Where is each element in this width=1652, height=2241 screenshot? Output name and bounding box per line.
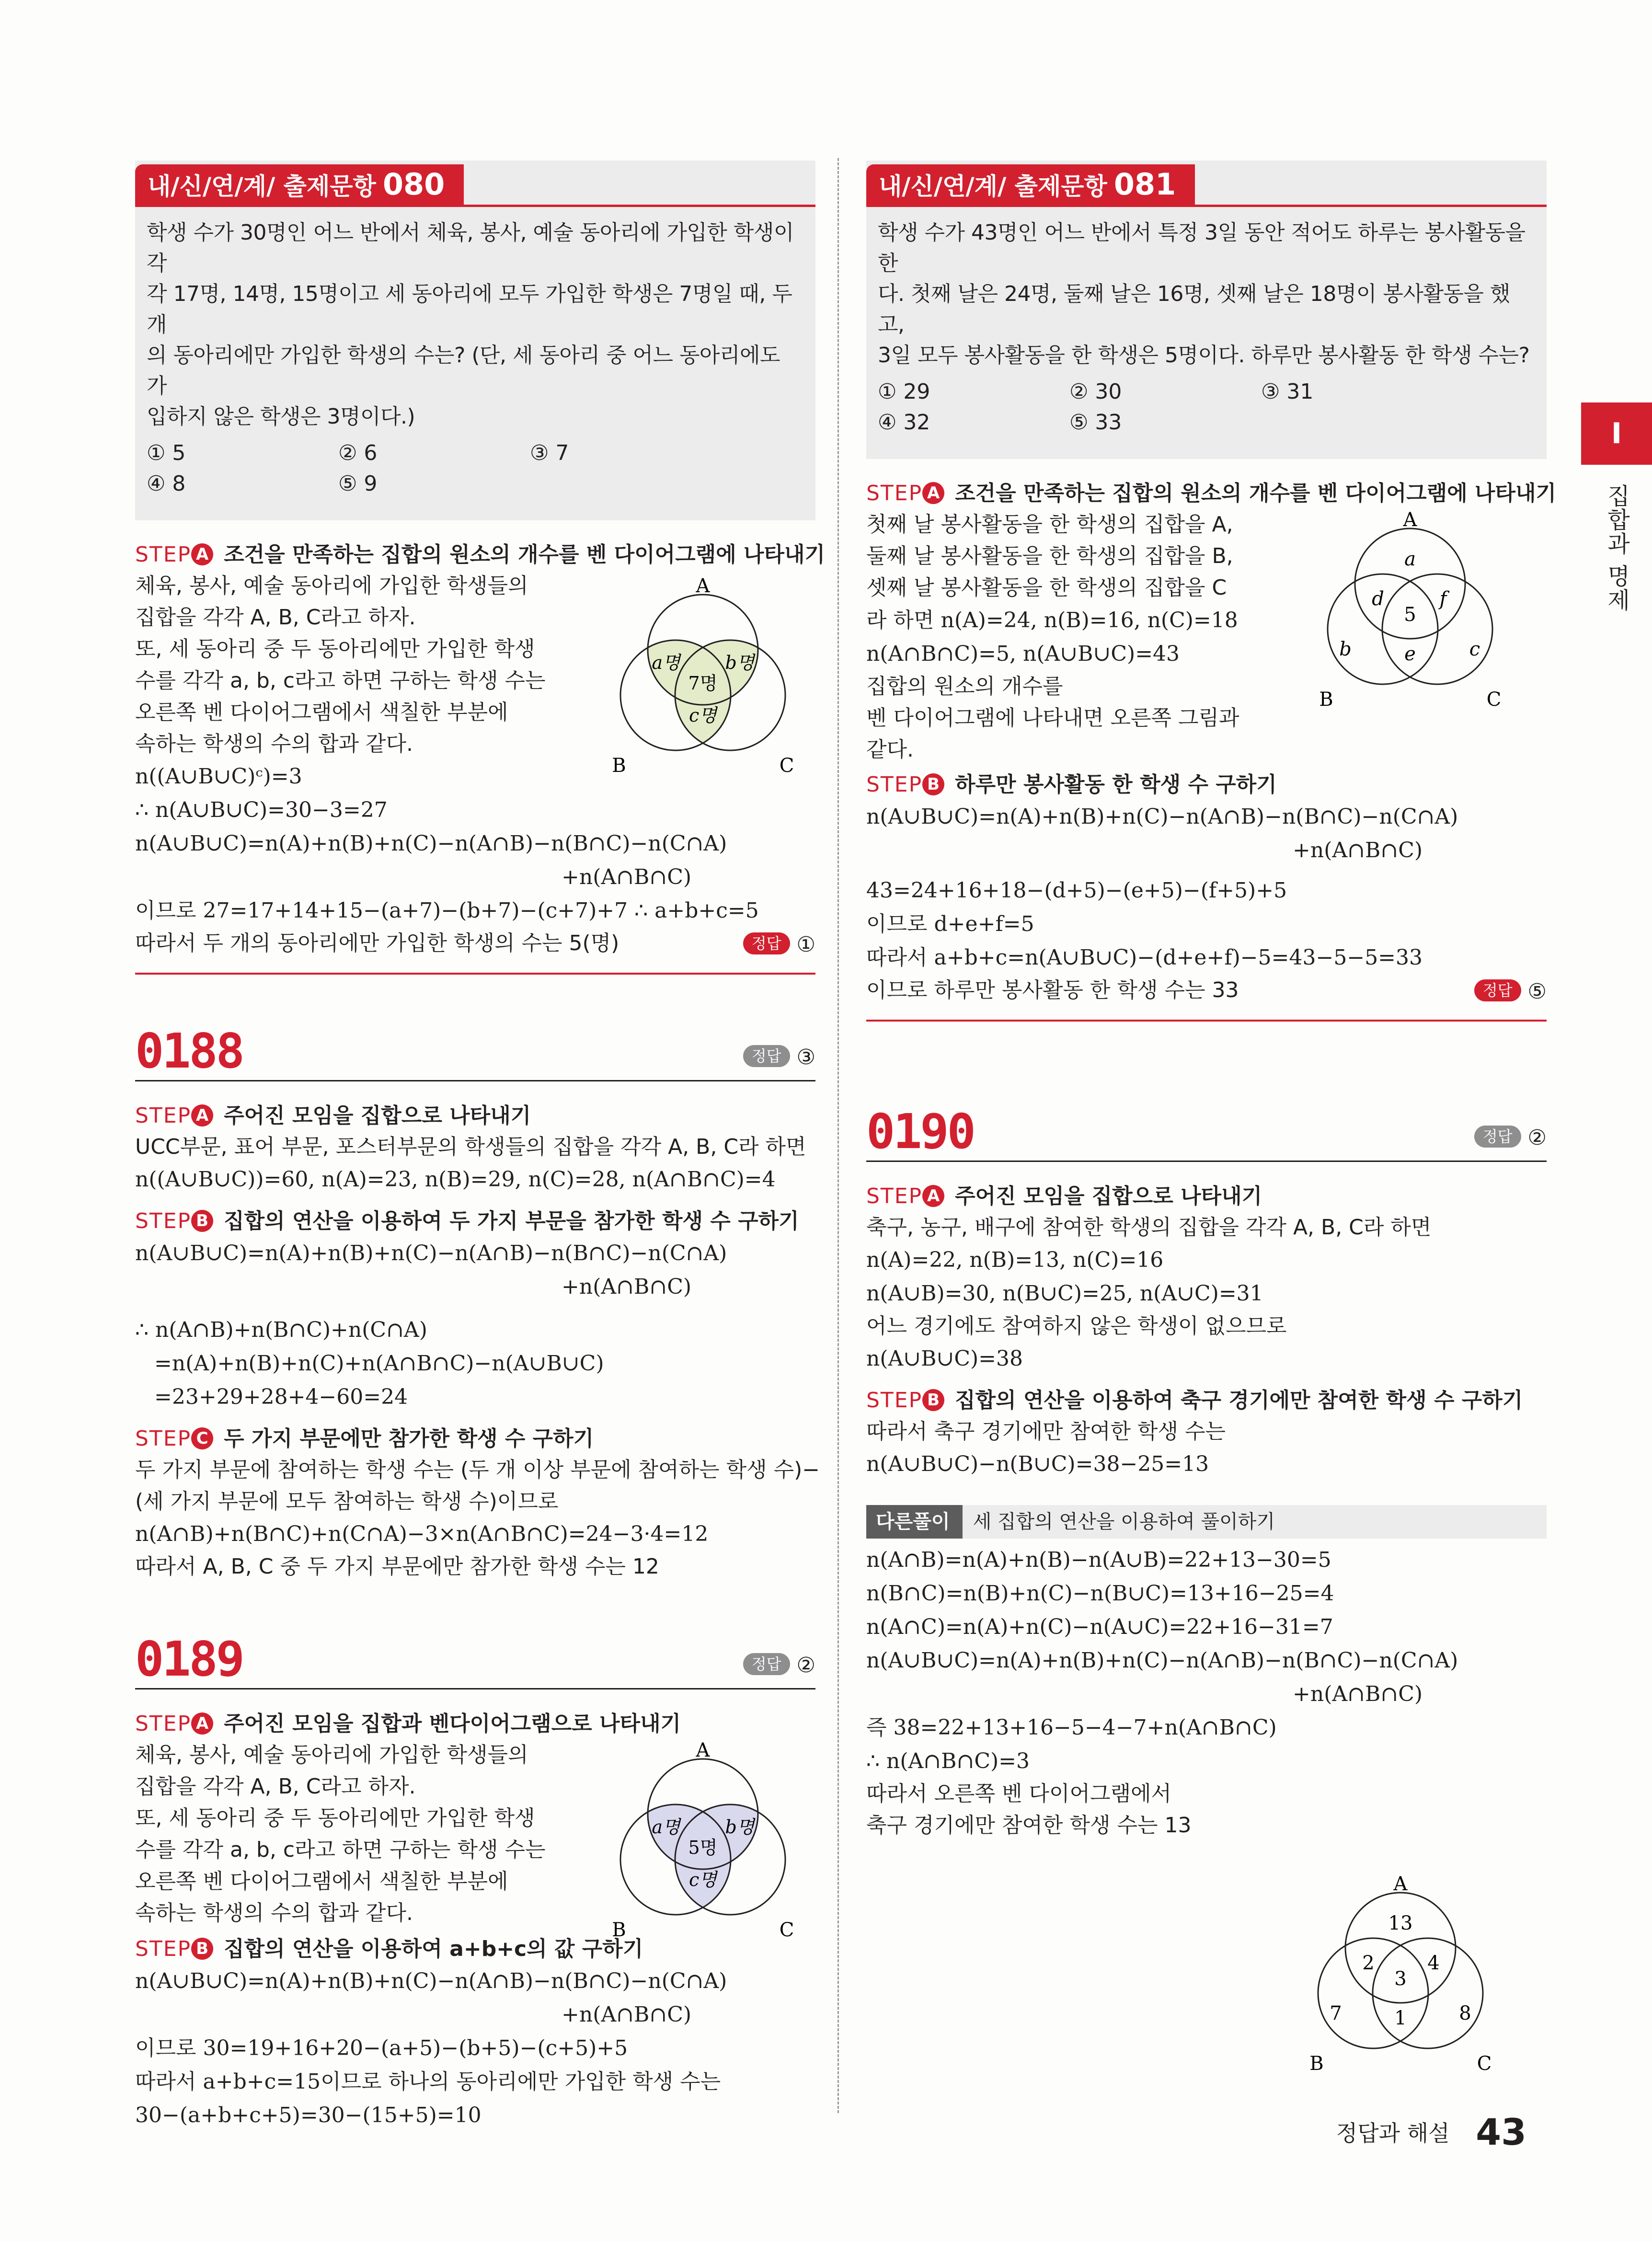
step-b-heading [135, 1206, 815, 1237]
math-line: n(A)=22, n(B)=13, n(C)=16 [866, 1248, 1164, 1272]
region-center: 5명 [688, 1837, 718, 1858]
answer-row [135, 928, 815, 959]
step-title: 주어진 모임을 집합과 벤다이어그램으로 나타내기 [224, 1712, 681, 1736]
problem-text-line: 학생 수가 43명인 어느 반에서 특정 3일 동안 적어도 하루는 봉사활동을 한 [878, 220, 1526, 276]
math-line: 라 하면 n(A)=24, n(B)=16, n(C)=18 [866, 608, 1238, 632]
problem-tag-label: 내/신/연/계/ 출제문항 [148, 172, 376, 200]
region-ca: c명 [689, 705, 717, 726]
alternate-solution-tag: 다른풀이 [866, 1505, 963, 1539]
step-label: STEP [135, 1712, 192, 1736]
step-label: STEP [866, 1388, 923, 1413]
conclusion-line: 따라서 A, B, C 중 두 가지 부문에만 참가한 학생 수는 12 [135, 1554, 659, 1579]
region-center: 5 [1404, 604, 1416, 626]
step-letter: A [191, 1712, 213, 1735]
set-label-a: A [696, 1742, 710, 1761]
answer-value: ③ [796, 1045, 815, 1069]
step-title: 주어진 모임을 집합으로 나타내기 [224, 1103, 531, 1128]
math-line: n((A∪B∪C)ᶜ)=3 [135, 764, 302, 789]
solution-0190 [866, 1181, 1547, 2075]
step-a-heading [135, 1101, 815, 1131]
set-label-c: C [779, 755, 794, 777]
text-line: 어느 경기에도 참여하지 않은 학생이 없으므로 [866, 1314, 1287, 1338]
chapter-tab: I [1581, 402, 1652, 465]
text-line: UCC부문, 표어 부문, 포스터부문의 학생들의 집합을 각각 A, B, C라 하면 [135, 1135, 806, 1159]
answer-badge: 정답 [743, 1653, 790, 1675]
region-center: 7명 [688, 673, 718, 694]
region-ac: 4 [1427, 1952, 1440, 1974]
math-line: +n(A∩B∩C) [1293, 1682, 1423, 1706]
answer-mark [1474, 1126, 1547, 1150]
math-line: ∴ n(A∩B)+n(B∩C)+n(C∩A) [135, 1318, 427, 1342]
math-line: n(A∪B)=30, n(B∪C)=25, n(A∪C)=31 [866, 1281, 1263, 1306]
step-label: STEP [866, 772, 923, 797]
left-column [135, 161, 825, 2132]
problem-text-line: 입하지 않은 학생은 3명이다.) [147, 404, 415, 429]
math-line: +n(A∩B∩C) [1293, 838, 1423, 862]
math-line: 이므로 27=17+14+15−(a+7)−(b+7)−(c+7)+7 ∴ a+b+c=5 [135, 898, 759, 923]
right-column [866, 161, 1556, 2075]
region-f: f [1439, 588, 1447, 610]
math-line: 30−(a+b+c+5)=30−(15+5)=10 [135, 2103, 482, 2127]
math-line: +n(A∩B∩C) [562, 1275, 692, 1299]
step-title: 집합의 연산을 이용하여 a+b+c의 값 구하기 [224, 1937, 643, 1961]
problem-080-choices [135, 432, 815, 499]
answer-value: ① [796, 932, 815, 957]
set-label-c: C [1486, 689, 1502, 711]
text-line: 첫째 날 봉사활동을 한 학생의 집합을 A, [866, 512, 1233, 537]
choice: ③ 7 [530, 441, 569, 465]
conclusion-line: 이므로 하루만 봉사활동 한 학생 수는 33 [866, 978, 1239, 1002]
section-number: 0190 [866, 1103, 974, 1160]
answer-badge: 정답 [1474, 979, 1521, 1001]
math-line: 이므로 30=19+16+20−(a+5)−(b+5)−(c+5)+5 [135, 2036, 628, 2060]
text-line: 같다. [866, 737, 914, 762]
section-0190-header [866, 1093, 1547, 1162]
text-line: 속하는 학생의 수의 합과 같다. [135, 1901, 413, 1925]
math-line: ∴ n(A∩B∩C)=3 [866, 1749, 1030, 1773]
problem-081-tag [866, 164, 1195, 205]
solution-081 [866, 478, 1556, 1022]
text-line: 축구, 농구, 배구에 참여한 학생의 집합을 각각 A, B, C라 하면 [866, 1215, 1432, 1240]
answer-value: ② [1527, 1126, 1547, 1150]
set-label-c: C [1477, 2053, 1492, 2075]
math-line: n(A∪B∪C)=n(A)+n(B)+n(C)−n(A∩B)−n(B∩C)−n(C∩A) [135, 1969, 727, 1993]
set-label-b: B [612, 1919, 626, 1941]
answer-mark [743, 1045, 815, 1069]
problem-080-box [135, 161, 815, 520]
problem-080-text [135, 207, 815, 432]
text-line: 체육, 봉사, 예술 동아리에 가입한 학생들의 [135, 1743, 528, 1767]
text-line: 속하는 학생의 수의 합과 같다. [135, 732, 413, 756]
text-line: 따라서 오른쪽 벤 다이어그램에서 [866, 1781, 1172, 1806]
math-line: +n(A∩B∩C) [562, 865, 692, 889]
step-label: STEP [135, 1937, 192, 1961]
text-line: 오른쪽 벤 다이어그램에서 색칠한 부분에 [135, 700, 508, 724]
section-0188-header [135, 1013, 815, 1081]
region-bc: 1 [1394, 2007, 1407, 2029]
problem-text-line: 학생 수가 30명인 어느 반에서 체육, 봉사, 예술 동아리에 가입한 학생이 각 [147, 220, 794, 276]
alternate-solution-desc: 세 집합의 연산을 이용하여 풀이하기 [973, 1511, 1275, 1533]
step-letter: B [922, 773, 944, 795]
set-label-b: B [1319, 689, 1333, 711]
answer-mark [1474, 979, 1547, 1004]
choice: ⑤ 9 [338, 471, 378, 496]
math-line: 따라서 a+b+c=n(A∪B∪C)−(d+e+f)−5=43−5−5=33 [866, 945, 1423, 970]
step-letter: B [922, 1389, 944, 1411]
set-label-a: A [1403, 512, 1417, 531]
problem-081-text [866, 207, 1547, 371]
step-b-heading [866, 770, 1547, 800]
math-line: n(A∪B∪C)=n(A)+n(B)+n(C)−n(A∩B)−n(B∩C)−n(C∩A) [866, 1648, 1458, 1673]
math-line: n(A∪B∪C)=n(A)+n(B)+n(C)−n(A∩B)−n(B∩C)−n(C∩A) [135, 1241, 727, 1265]
step-a-heading [135, 1709, 815, 1739]
text-line: 집합의 원소의 개수를 [866, 674, 1063, 699]
choice: ④ 32 [878, 410, 930, 435]
math-line: n(A∩C)=n(A)+n(C)−n(A∪C)=22+16−31=7 [866, 1615, 1333, 1639]
text-line: 따라서 축구 경기에만 참여한 학생 수는 [866, 1419, 1226, 1444]
step-title: 하루만 봉사활동 한 학생 수 구하기 [955, 772, 1277, 797]
math-line: 43=24+16+18−(d+5)−(e+5)−(f+5)+5 [866, 878, 1287, 903]
conclusion-line: 따라서 두 개의 동아리에만 가입한 학생의 수는 5(명) [135, 931, 620, 955]
step-a-heading [866, 1181, 1547, 1212]
section-number: 0189 [135, 1631, 243, 1687]
choice: ④ 8 [147, 471, 186, 496]
math-line: ∴ n(A∪B∪C)=30−3=27 [135, 798, 388, 822]
region-a: a [1404, 548, 1416, 570]
math-line: n(A∪B∪C)=n(A)+n(B)+n(C)−n(A∩B)−n(B∩C)−n(C∩A) [866, 804, 1458, 829]
venn-diagram-0189 [590, 1742, 815, 1943]
math-line: +n(A∩B∩C) [562, 2002, 692, 2027]
conclusion-line: 축구 경기에만 참여한 학생 수는 13 [866, 1813, 1192, 1838]
region-only-b: 7 [1330, 2002, 1342, 2024]
choice: ① 29 [878, 379, 930, 404]
problem-text-line: 다. 첫째 날은 24명, 둘째 날은 16명, 셋째 날은 18명이 봉사활동을 했고, [878, 282, 1510, 337]
region-only-c: 8 [1459, 2002, 1471, 2024]
set-label-c: C [779, 1919, 794, 1941]
set-label-b: B [612, 755, 626, 777]
problem-081-choices [866, 371, 1547, 438]
problem-number: 081 [1113, 167, 1176, 202]
math-line: 이므로 d+e+f=5 [866, 912, 1034, 936]
choice: ② 6 [338, 441, 378, 465]
math-line: n(B∩C)=n(B)+n(C)−n(B∪C)=13+16−25=4 [866, 1581, 1334, 1606]
math-line: n(A∪B∪C)=38 [866, 1346, 1023, 1371]
problem-080-header [135, 161, 815, 207]
answer-value: ⑤ [1527, 979, 1547, 1004]
section-divider [866, 1020, 1547, 1022]
page-footer [1336, 2111, 1526, 2153]
chapter-title: 집합과 명제 [1603, 484, 1630, 612]
text-line: 오른쪽 벤 다이어그램에서 색칠한 부분에 [135, 1869, 508, 1894]
text-line: 체육, 봉사, 예술 동아리에 가입한 학생들의 [135, 574, 528, 598]
text-line: 셋째 날 봉사활동을 한 학생의 집합을 C [866, 575, 1227, 600]
choice: ② 30 [1069, 379, 1122, 404]
text-line: 집합을 각각 A, B, C라고 하자. [135, 605, 416, 630]
choice: ③ 31 [1261, 379, 1314, 404]
set-label-a: A [696, 578, 710, 597]
step-title: 조건을 만족하는 집합의 원소의 개수를 벤 다이어그램에 나타내기 [955, 481, 1556, 506]
region-ab: a명 [652, 652, 680, 673]
page-number: 43 [1476, 2111, 1526, 2153]
math-line: =n(A)+n(B)+n(C)+n(A∩B∩C)−n(A∪B∪C) [154, 1351, 604, 1376]
step-title: 조건을 만족하는 집합의 원소의 개수를 벤 다이어그램에 나타내기 [224, 542, 825, 567]
text-line: 벤 다이어그램에 나타내면 오른쪽 그림과 [866, 706, 1239, 730]
region-center: 3 [1394, 1968, 1407, 1990]
column-divider [837, 158, 839, 2113]
answer-mark [743, 1653, 815, 1678]
problem-tag-label: 내/신/연/계/ 출제문항 [879, 172, 1107, 200]
venn-diagram-080 [590, 578, 815, 779]
answer-value: ② [796, 1653, 815, 1678]
step-label: STEP [866, 481, 923, 506]
set-label-b: B [1309, 2053, 1324, 2075]
section-divider [135, 973, 815, 975]
solution-080 [135, 540, 825, 975]
problem-number: 080 [382, 167, 445, 202]
math-line: 따라서 a+b+c=15이므로 하나의 동아리에만 가입한 학생 수는 [135, 2069, 721, 2094]
answer-mark [743, 932, 815, 957]
answer-row [866, 975, 1547, 1006]
text-line: 두 가지 부문에 참여하는 학생 수는 (두 개 이상 부문에 참여하는 학생 수)− [135, 1458, 820, 1482]
text-line: (세 가지 부문에 모두 참여하는 학생 수)이므로 [135, 1489, 559, 1514]
region-c: c [1469, 638, 1480, 660]
math-line: n(A∩B∩C)=5, n(A∪B∪C)=43 [866, 642, 1180, 666]
step-title: 집합의 연산을 이용하여 두 가지 부문을 참가한 학생 수 구하기 [224, 1209, 799, 1233]
step-label: STEP [135, 542, 192, 567]
step-title: 두 가지 부문에만 참가한 학생 수 구하기 [224, 1426, 594, 1451]
step-a-heading [866, 478, 1556, 509]
problem-080-tag [135, 164, 464, 205]
math-line: n(A∪B∪C)=n(A)+n(B)+n(C)−n(A∩B)−n(B∩C)−n(C∩A) [135, 831, 727, 856]
region-bc: b명 [725, 652, 755, 673]
footer-label: 정답과 해설 [1336, 2120, 1450, 2146]
text-line: 또, 세 동아리 중 두 동아리에만 가입한 학생 [135, 1806, 535, 1830]
step-letter: A [922, 1185, 944, 1207]
region-only-a: 13 [1388, 1912, 1413, 1934]
step-b-heading [866, 1385, 1547, 1416]
math-line: =23+29+28+4−60=24 [154, 1385, 408, 1409]
step-label: STEP [866, 1184, 923, 1208]
alternate-solution-bar [866, 1505, 1547, 1539]
solution-0188 [135, 1101, 820, 1583]
step-letter: A [922, 482, 944, 504]
set-label-a: A [1393, 1876, 1408, 1895]
step-title: 주어진 모임을 집합으로 나타내기 [955, 1184, 1262, 1208]
region-b: b [1339, 638, 1352, 660]
region-bc: b명 [725, 1816, 755, 1838]
solution-0189 [135, 1709, 815, 2132]
text-line: 또, 세 동아리 중 두 동아리에만 가입한 학생 [135, 637, 535, 661]
problem-081-header [866, 161, 1547, 207]
choice: ⑤ 33 [1069, 410, 1122, 435]
text-line: 수를 각각 a, b, c라고 하면 구하는 학생 수는 [135, 668, 546, 693]
step-label: STEP [135, 1209, 192, 1233]
problem-text-line: 3일 모두 봉사활동을 한 학생은 5명이다. 하루만 봉사활동 한 학생 수는? [878, 343, 1530, 368]
answer-badge: 정답 [1474, 1126, 1521, 1148]
step-letter: A [191, 1104, 213, 1126]
text-line: 둘째 날 봉사활동을 한 학생의 집합을 B, [866, 544, 1233, 568]
answer-badge: 정답 [743, 1045, 790, 1067]
math-line: n((A∪B∪C))=60, n(A)=23, n(B)=29, n(C)=28, n(A∩B∩C)=4 [135, 1167, 776, 1192]
problem-081-box [866, 161, 1547, 459]
step-label: STEP [135, 1426, 192, 1451]
step-a-heading [135, 540, 825, 570]
venn-diagram-081 [1297, 512, 1523, 713]
problem-text-line: 각 17명, 14명, 15명이고 세 동아리에 모두 가입한 학생은 7명일 때, 두 개 [147, 282, 792, 337]
step-letter: C [191, 1427, 213, 1449]
problem-text-line: 의 동아리에만 가입한 학생의 수는? (단, 세 동아리 중 어느 동아리에도 가 [147, 343, 780, 398]
region-d: d [1372, 588, 1384, 610]
math-line: n(A∩B)+n(B∩C)+n(C∩A)−3×n(A∩B∩C)=24−3·4=12 [135, 1522, 709, 1546]
answer-badge: 정답 [743, 932, 790, 954]
section-0189-header [135, 1621, 815, 1689]
step-letter: B [191, 1938, 213, 1960]
text-line: 수를 각각 a, b, c라고 하면 구하는 학생 수는 [135, 1838, 546, 1862]
region-ab: a명 [652, 1816, 680, 1838]
region-e: e [1404, 643, 1416, 665]
step-c-heading [135, 1424, 815, 1454]
math-line: n(A∪B∪C)−n(B∪C)=38−25=13 [866, 1452, 1209, 1476]
choice: ① 5 [147, 441, 186, 465]
math-line: n(A∩B)=n(A)+n(B)−n(A∪B)=22+13−30=5 [866, 1548, 1331, 1572]
text-line: 집합을 각각 A, B, C라고 하자. [135, 1774, 416, 1799]
step-title: 집합의 연산을 이용하여 축구 경기에만 참여한 학생 수 구하기 [955, 1388, 1523, 1413]
region-ca: c명 [689, 1869, 717, 1890]
section-number: 0188 [135, 1023, 243, 1079]
step-letter: A [191, 543, 213, 565]
venn-diagram-0190 [1288, 1876, 1513, 2077]
step-label: STEP [135, 1103, 192, 1128]
math-line: 즉 38=22+13+16−5−4−7+n(A∩B∩C) [866, 1715, 1277, 1740]
step-letter: B [191, 1210, 213, 1232]
region-ab: 2 [1362, 1952, 1375, 1974]
